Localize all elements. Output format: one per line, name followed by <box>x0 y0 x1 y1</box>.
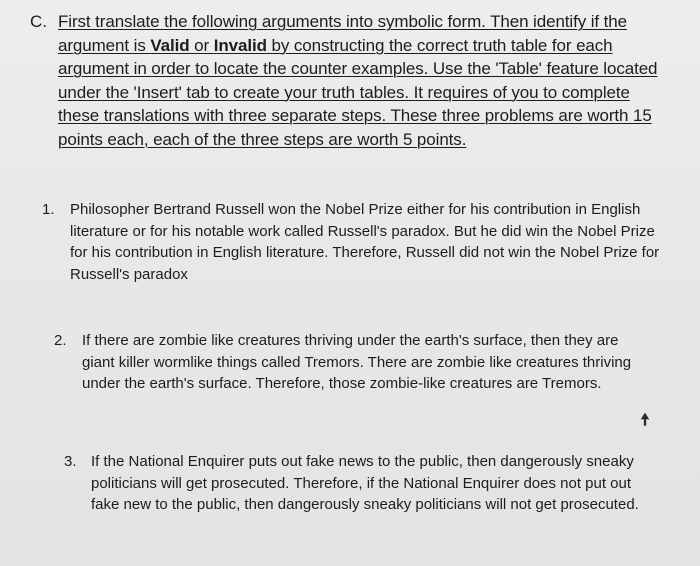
section-letter: C. <box>30 12 47 31</box>
mouse-pointer-icon <box>638 411 652 427</box>
problem-text: If the National Enquirer puts out fake news to the public, then dangerously sneaky politicians will get prosecuted. Therefore, if the National Enquirer does not put out fake new to the public, then dangerously sneaky politicians will not get prosecuted. <box>91 453 639 513</box>
problem-number: 1. <box>42 201 55 218</box>
valid-keyword: Valid <box>150 35 190 55</box>
problem-text: Philosopher Bertrand Russell won the Nobel Prize either for his contribution in English literature or for his notable work called Russell's paradox. But he did win the Nobel Prize for his contribution in English literature. Therefore, Russell did not win the Nobel Prize for Russell's paradox <box>70 201 660 283</box>
section-c-text <box>58 10 670 151</box>
intro-text-part2: by constructing the correct truth table for each argument in order to locate the counter examples. Use the 'Table' feature located under the 'Insert' tab to create your truth tables. It requires of you to complete these translations with three separate steps. These three problems are worth 15 points each, each of the three steps are worth 5 points. <box>58 35 658 149</box>
problem-number: 2. <box>54 332 67 349</box>
or-connector: or <box>189 35 214 55</box>
invalid-keyword: Invalid <box>213 35 267 55</box>
intro-text-part1: First translate the following arguments into symbolic form. Then identify if the argument is <box>58 12 627 55</box>
problem-text: If there are zombie like creatures thriving under the earth's surface, then they are giant killer wormlike things called Tremors. There are zombie like creatures thriving under the earth's surface. Therefore, those zombie-like creatures are Tremors. <box>82 332 632 392</box>
problem-number: 3. <box>64 453 77 470</box>
